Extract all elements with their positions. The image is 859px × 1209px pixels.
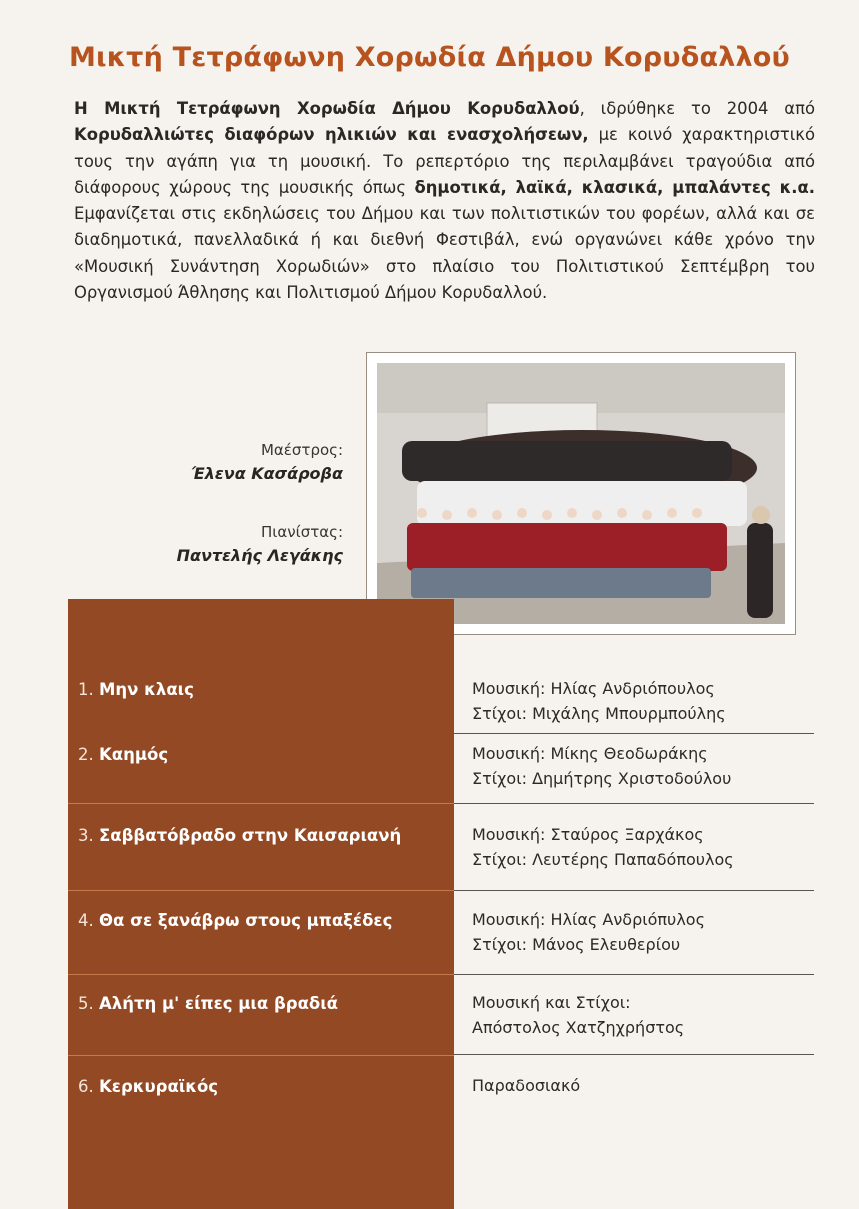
song-number: 4. (78, 911, 94, 930)
intro-text-3: Εμφανίζεται στις εκδηλώσεις του Δήμου και των πολιτιστικών του φορέων, αλλά και σε διαδημοτικά, πανελλαδικά ή και διεθνή Φεστιβάλ, ενώ οργανώνει κάθε χρόνο την «Μουσική Συνάντηση Χορωδιών» στο πλαίσιο του Πολιτιστικού Σεπτέμβρη του Οργανισμού Άθλησης και Πολιτισμού Δήμου Κορυδαλλού. (74, 204, 815, 303)
row-divider (454, 974, 814, 975)
row-divider (68, 974, 454, 975)
song-credit-line-1: Μουσική: Ηλίας Ανδριόπουλος (472, 679, 715, 698)
song-credit-line-1: Μουσική: Σταύρος Ξαρχάκος (472, 825, 704, 844)
song-name: Καημός (99, 745, 169, 764)
pianist-name: Παντελής Λεγάκης (176, 546, 343, 565)
song-credit-line-2: Στίχοι: Δημήτρης Χριστοδούλου (472, 769, 732, 788)
row-divider (68, 1055, 454, 1056)
choir-photo-frame (366, 352, 796, 635)
row-divider (454, 733, 814, 734)
row-divider (68, 890, 454, 891)
song-credit-line-2: Στίχοι: Λευτέρης Παπαδόπουλος (472, 850, 734, 869)
song-name: Κερκυραϊκός (99, 1077, 219, 1096)
intro-bold-genres: δημοτικά, λαϊκά, κλασικά, μπαλάντες κ.α. (414, 177, 815, 197)
song-title (78, 745, 168, 764)
row-divider (454, 1054, 814, 1055)
song-number: 5. (78, 994, 94, 1013)
song-name: Θα σε ξανάβρω στους μπαξέδες (99, 911, 393, 930)
song-number: 2. (78, 745, 94, 764)
row-divider (454, 803, 814, 804)
song-title (78, 994, 338, 1013)
song-credit-line-2: Απόστολος Χατζηχρήστος (472, 1018, 685, 1037)
choir-photo (377, 363, 785, 624)
intro-paragraph (74, 96, 815, 306)
song-name: Σαββατόβραδο στην Καισαριανή (99, 826, 402, 845)
song-credit-line-1: Παραδοσιακό (472, 1076, 581, 1095)
song-title (78, 826, 401, 845)
pianist-credit (100, 521, 343, 568)
song-credit-line-1: Μουσική: Ηλίας Ανδριόπυλος (472, 910, 705, 929)
conductor-role: Μαέστρος: (260, 441, 343, 459)
song-credit-line-2: Στίχοι: Μάνος Ελευθερίου (472, 935, 681, 954)
intro-bold-members: Κορυδαλλιώτες διαφόρων ηλικιών και ενασχολήσεων, (74, 125, 589, 145)
song-credit-line-1: Μουσική και Στίχοι: (472, 993, 631, 1012)
intro-text-1: , ιδρύθηκε το 2004 από (579, 99, 816, 118)
song-number: 3. (78, 826, 94, 845)
pianist-role: Πιανίστας: (261, 523, 343, 541)
intro-bold-choir-name: Η Μικτή Τετράφωνη Χορωδία Δήμου Κορυδαλλού (74, 99, 580, 118)
intro-text-2: με κοινό χαρακτηριστικό τους την αγάπη για τη μουσική. Το ρεπερτόριο της περιλαμβάνει τραγούδια από διάφορους χώρους της μουσικής όπως (74, 125, 815, 197)
song-credit-line-1: Μουσική: Μίκης Θεοδωράκης (472, 744, 708, 763)
song-credit-line-2: Στίχοι: Μιχάλης Μπουρμπούλης (472, 704, 726, 723)
song-number: 1. (78, 680, 94, 699)
song-name: Αλήτη μ' είπες μια βραδιά (99, 994, 339, 1013)
row-divider (68, 803, 454, 804)
page-title: Μικτή Τετράφωνη Χορωδία Δήμου Κορυδαλλού (68, 42, 790, 73)
song-title (78, 1077, 218, 1096)
conductor-credit (100, 439, 343, 486)
song-name: Μην κλαις (99, 680, 194, 699)
song-title (78, 911, 392, 930)
row-divider (454, 890, 814, 891)
song-title (78, 680, 194, 699)
song-number: 6. (78, 1077, 94, 1096)
conductor-name: Έλενα Κασάροβα (191, 464, 343, 483)
